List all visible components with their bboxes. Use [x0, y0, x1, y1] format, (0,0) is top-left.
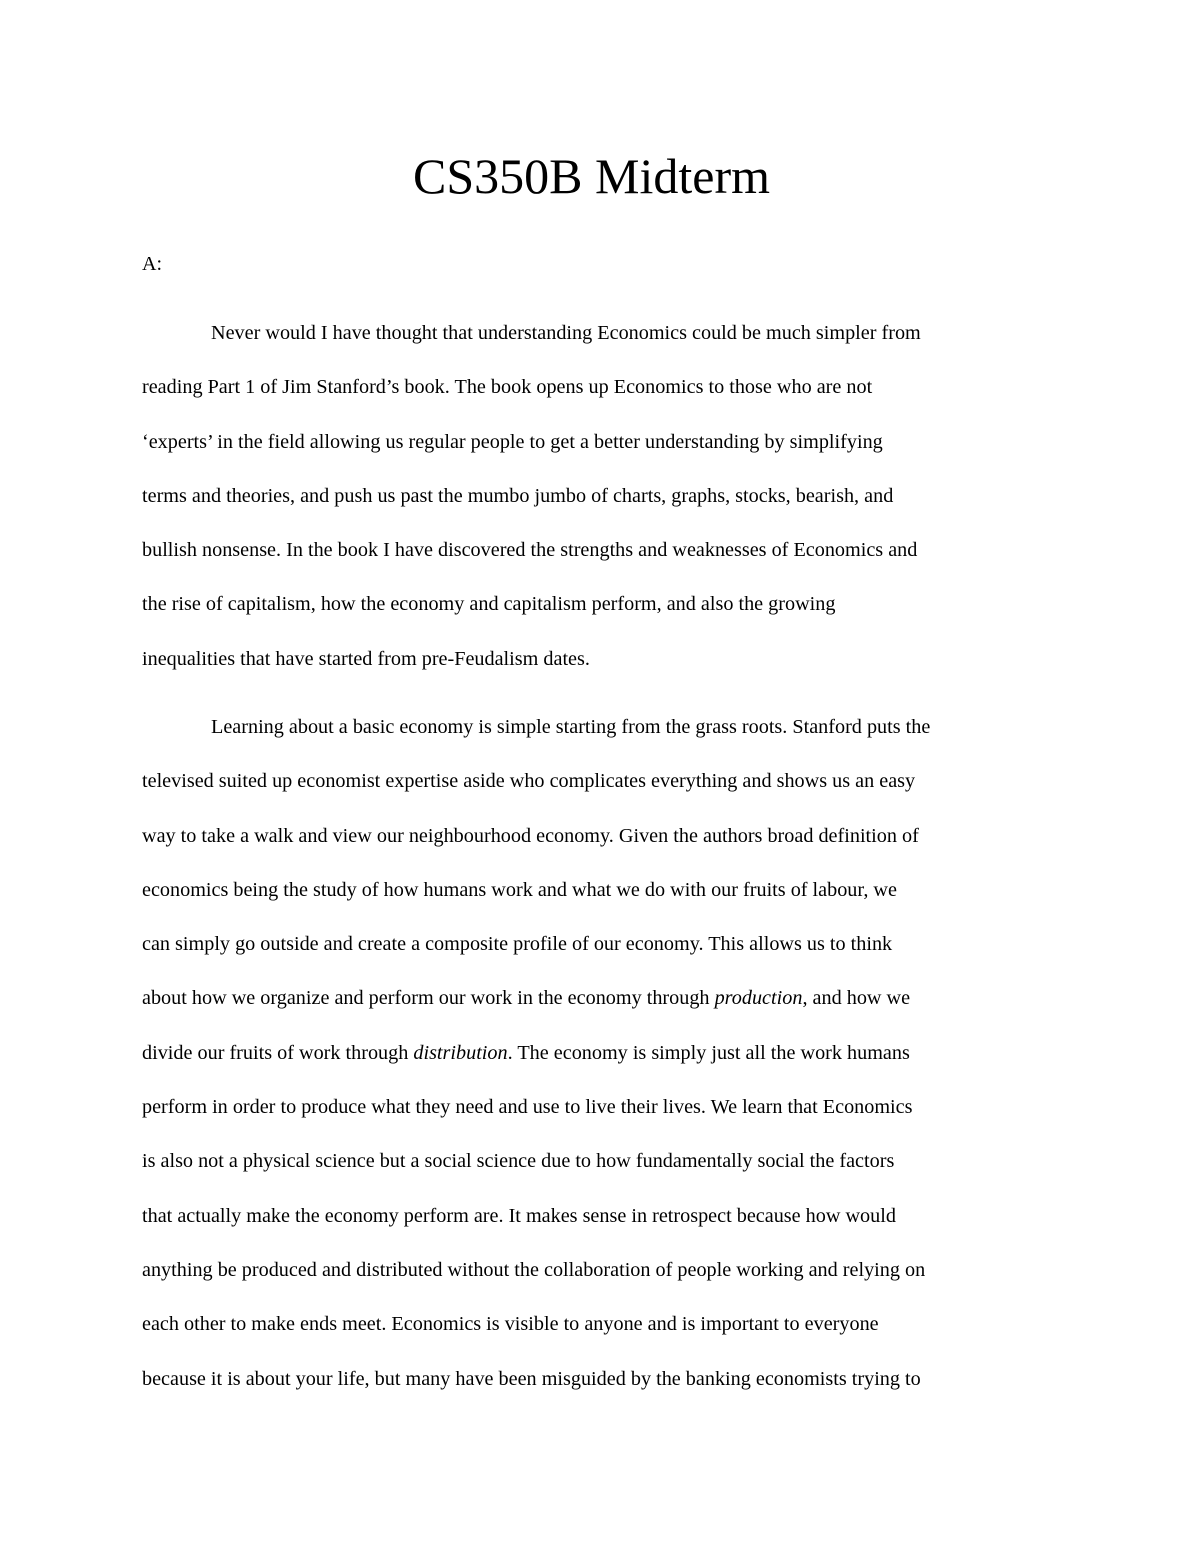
paragraph-line: inequalities that have started from pre-Feudalism dates.	[142, 647, 590, 670]
paragraph-line	[142, 982, 1072, 1036]
section-label: A:	[142, 253, 162, 275]
line-text: . The economy is simply just all the work humans	[507, 1041, 910, 1064]
paragraph-line: Never would I have thought that understanding Economics could be much simpler from	[211, 322, 921, 344]
paragraph-line: the rise of capitalism, how the economy and capitalism perform, and also the growing	[142, 593, 836, 616]
paragraph-line: anything be produced and distributed without the collaboration of people working and relying on	[142, 1258, 926, 1281]
paragraph-line: economics being the study of how humans work and what we do with our fruits of labour, we	[142, 878, 897, 901]
line-text: divide our fruits of work through	[142, 1041, 414, 1064]
paragraph-line: televised suited up economist expertise aside who complicates everything and shows us an easy	[142, 770, 916, 793]
paragraph-line: perform in order to produce what they need and use to live their lives. We learn that Economics	[142, 1096, 913, 1119]
paragraph-1	[142, 317, 1072, 697]
paragraph-line: way to take a walk and view our neighbourhood economy. Given the authors broad definition of	[142, 824, 919, 847]
italic-term-production: production	[714, 987, 803, 1010]
paragraph-2	[142, 711, 1072, 1417]
paragraph-line: because it is about your life, but many have been misguided by the banking economists trying to	[142, 1367, 921, 1390]
paragraph-line: ‘experts’ in the field allowing us regular people to get a better understanding by simplifying	[142, 430, 883, 453]
line-text: about how we organize and perform our work in the economy through	[142, 987, 715, 1010]
paragraph-line: bullish nonsense. In the book I have discovered the strengths and weaknesses of Economics and	[142, 539, 918, 562]
document-title: CS350B Midterm	[413, 148, 770, 204]
paragraph-line: reading Part 1 of Jim Stanford’s book. The book opens up Economics to those who are not	[142, 376, 873, 399]
paragraph-line: that actually make the economy perform are. It makes sense in retrospect because how would	[142, 1204, 896, 1227]
paragraph-line	[142, 1037, 1072, 1091]
paragraph-line: Learning about a basic economy is simple starting from the grass roots. Stanford puts the	[211, 716, 931, 738]
paragraph-line: is also not a physical science but a social science due to how fundamentally social the factors	[142, 1150, 895, 1173]
paragraph-line: terms and theories, and push us past the mumbo jumbo of charts, graphs, stocks, bearish, and	[142, 484, 894, 507]
italic-term-distribution: distribution	[413, 1041, 508, 1064]
line-text: , and how we	[802, 987, 911, 1010]
paragraph-line: can simply go outside and create a composite profile of our economy. This allows us to think	[142, 933, 893, 956]
paragraph-line: each other to make ends meet. Economics is visible to anyone and is important to everyone	[142, 1313, 879, 1336]
